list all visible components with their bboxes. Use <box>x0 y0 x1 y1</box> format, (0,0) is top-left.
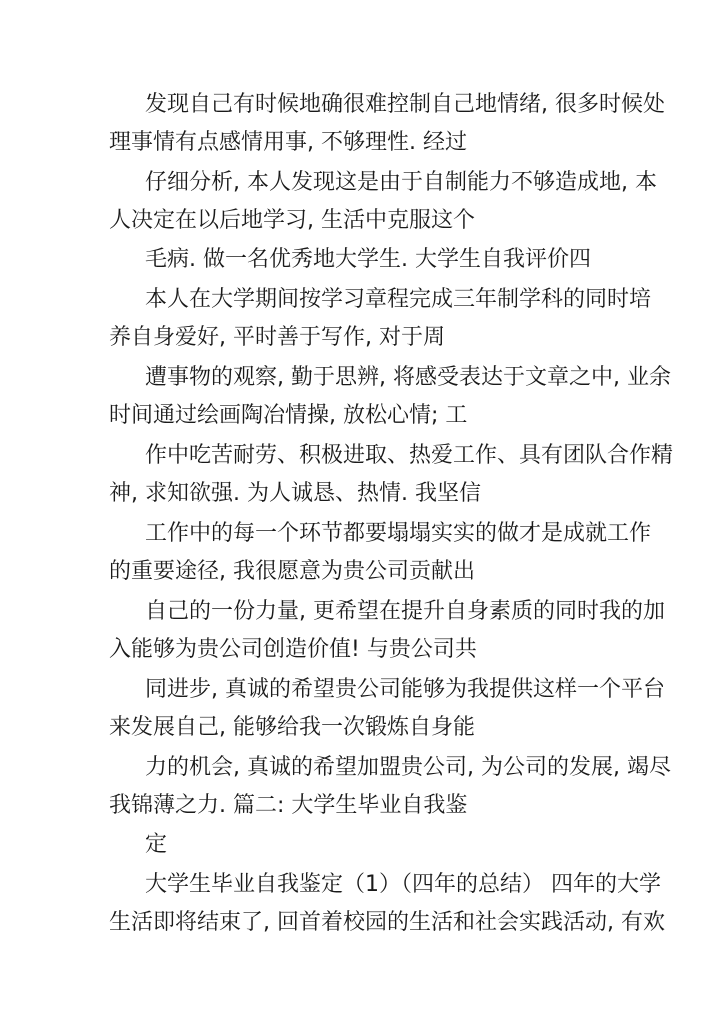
text-line: 力的机会, 真诚的希望加盟贵公司, 为公司的发展, 竭尽 <box>145 755 671 780</box>
text-line: 养自身爱好, 平时善于写作, 对于周 <box>109 325 445 350</box>
text-line: 时间通过绘画陶冶情操, 放松心情; 工 <box>109 403 468 428</box>
text-line: 我锦薄之力. 篇二: 大学生毕业自我鉴 <box>109 793 468 818</box>
text-line: 仔细分析, 本人发现这是由于自制能力不够造成地, 本 <box>145 170 657 195</box>
text-line: 的重要途径, 我很愿意为贵公司贡献出 <box>109 559 475 584</box>
text-line: 作中吃苦耐劳、积极进取、热爱工作、具有团队合作精 <box>145 443 674 468</box>
text-line: 生活即将结束了, 回首着校园的生活和社会实践活动, 有欢 <box>109 910 665 935</box>
text-line: 定 <box>145 832 168 857</box>
text-line: 遭事物的观察, 勤于思辨, 将感受表达于文章之中, 业余 <box>145 365 671 390</box>
text-line: 大学生毕业自我鉴定（1）（四年的总结） 四年的大学 <box>145 872 661 897</box>
text-line: 发现自己有时候地确很难控制自己地情绪, 很多时候处 <box>145 92 665 117</box>
text-line: 本人在大学期间按学习章程完成三年制学科的同时培 <box>145 287 652 312</box>
text-line: 理事情有点感情用事, 不够理性. 经过 <box>109 130 467 155</box>
text-line: 来发展自己, 能够给我一次锻炼自身能 <box>109 715 475 740</box>
text-line: 毛病. 做一名优秀地大学生. 大学生自我评价四 <box>145 247 591 272</box>
text-line: 同进步, 真诚的希望贵公司能够为我提供这样一个平台 <box>145 677 665 702</box>
text-line: 人决定在以后地学习, 生活中克服这个 <box>109 208 475 233</box>
text-line: 神, 求知欲强. 为人诚恳、热情. 我坚信 <box>109 481 481 506</box>
text-line: 工作中的每一个环节都要塌塌实实的做才是成就工作 <box>145 521 652 546</box>
text-line: 入能够为贵公司创造价值! 与贵公司共 <box>109 637 477 662</box>
text-line: 自己的一份力量, 更希望在提升自身素质的同时我的加 <box>145 599 665 624</box>
